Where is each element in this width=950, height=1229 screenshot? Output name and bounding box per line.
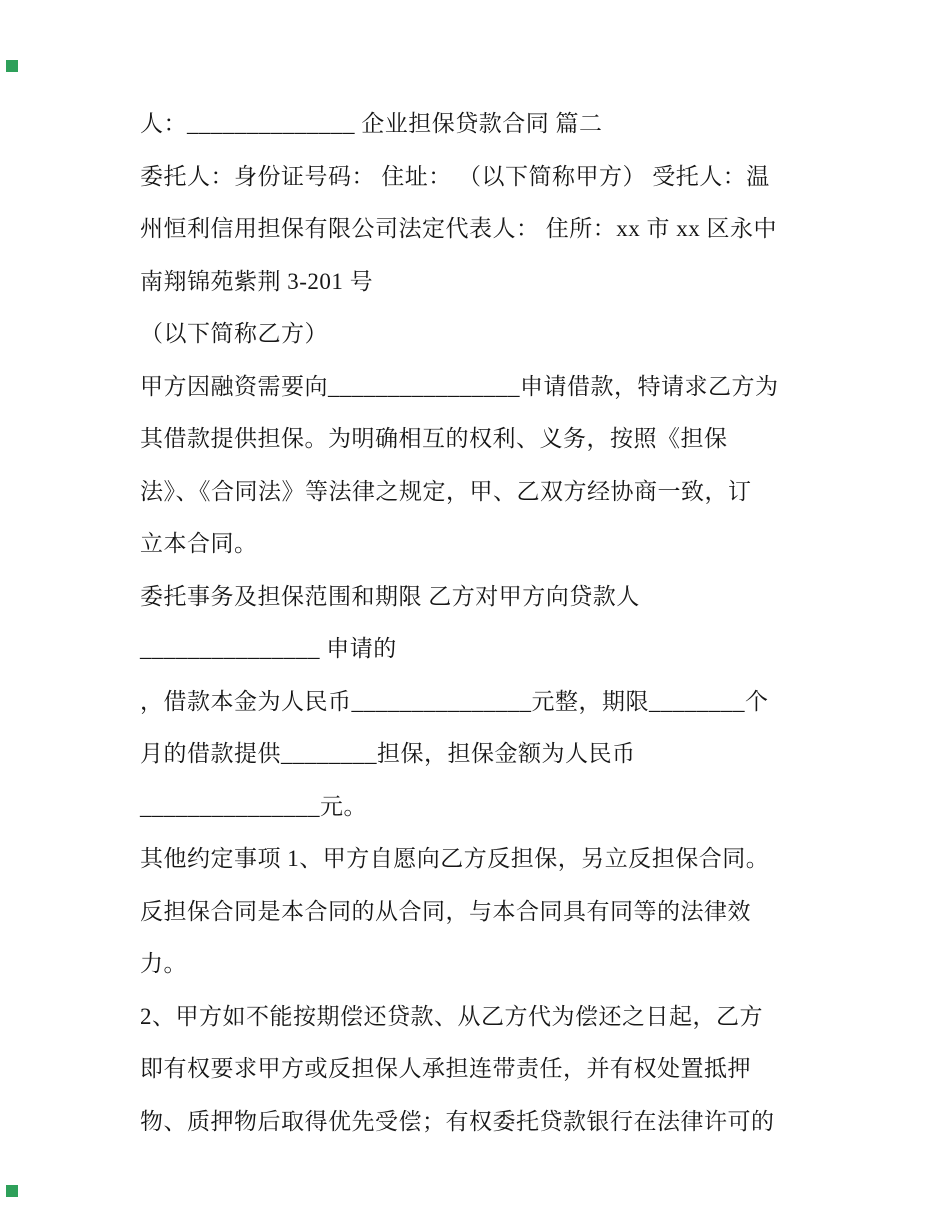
- document-line: 其借款提供担保。为明确相互的权利、义务，按照《担保: [140, 426, 728, 451]
- document-line: _______________ 申请的: [140, 636, 397, 661]
- document-line: 其他约定事项 1、甲方自愿向乙方反担保，另立反担保合同。: [140, 846, 770, 871]
- document-line: 2、甲方如不能按期偿还贷款、从乙方代为偿还之日起，乙方: [140, 1003, 763, 1029]
- corner-mark-top-left-icon: [6, 60, 18, 72]
- document-body: [140, 98, 820, 1148]
- document-line: _______________元。: [140, 793, 367, 819]
- document-line: 法》、《合同法》等法律之规定，甲、乙双方经协商一致，订: [140, 478, 752, 504]
- document-line: 委托人：身份证号码： 住址： （以下简称甲方） 受托人：温: [140, 163, 770, 189]
- document-line: 人：______________ 企业担保贷款合同 篇二: [140, 111, 603, 136]
- document-line: 力。: [140, 951, 187, 976]
- document-line: 甲方因融资需要向________________申请借款，特请求乙方为: [140, 373, 779, 399]
- document-line: ，借款本金为人民币_______________元整，期限________个: [140, 688, 769, 714]
- document-line: 州恒利信用担保有限公司法定代表人： 住所：xx 市 xx 区永中: [140, 216, 777, 241]
- document-line: 即有权要求甲方或反担保人承担连带责任，并有权处置抵押: [140, 1056, 751, 1081]
- corner-mark-bottom-left-icon: [6, 1185, 18, 1197]
- document-line: 立本合同。: [140, 531, 258, 556]
- document-line: 委托事务及担保范围和期限 乙方对甲方向贷款人: [140, 583, 640, 609]
- document-line: （以下简称乙方）: [140, 321, 328, 346]
- document-line: 月的借款提供________担保，担保金额为人民币: [140, 741, 636, 766]
- document-line: 物、质押物后取得优先受偿；有权委托贷款银行在法律许可的: [140, 1108, 775, 1134]
- document-line: 南翔锦苑紫荆 3-201 号: [140, 268, 374, 294]
- document-line: 反担保合同是本合同的从合同，与本合同具有同等的法律效: [140, 898, 751, 924]
